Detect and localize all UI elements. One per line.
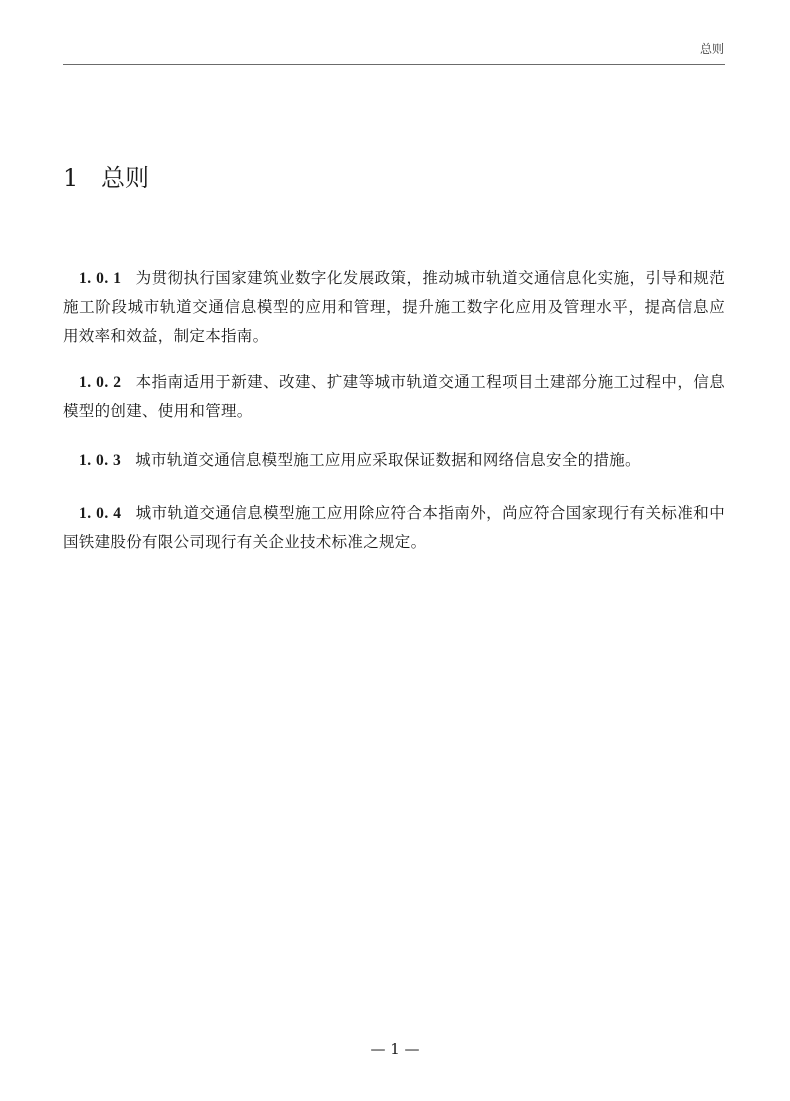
clause-1-0-1 (63, 264, 725, 351)
header-rule (63, 64, 725, 65)
clause-number: 1. 0. 3 (79, 452, 122, 469)
chapter-number: 1 (63, 164, 79, 192)
clause-1-0-3 (63, 446, 725, 475)
running-header-title: 总则 (699, 42, 724, 56)
clause-1-0-2 (63, 368, 725, 426)
clause-text: 城市轨道交通信息模型施工应用除应符合本指南外，尚应符合国家现行有关标准和中国铁建股份有限公司现行有关企业技术标准之规定。 (63, 504, 725, 551)
chapter-title: 总则 (101, 164, 149, 192)
clause-text: 城市轨道交通信息模型施工应用应采取保证数据和网络信息安全的措施。 (135, 451, 641, 469)
clause-number: 1. 0. 4 (79, 505, 122, 522)
chapter-heading (63, 162, 149, 194)
clause-text: 本指南适用于新建、改建、扩建等城市轨道交通工程项目土建部分施工过程中，信息模型的创建、使用和管理。 (63, 373, 725, 420)
clause-text: 为贯彻执行国家建筑业数字化发展政策，推动城市轨道交通信息化实施，引导和规范施工阶段城市轨道交通信息模型的应用和管理，提升施工数字化应用及管理水平，提高信息应用效率和效益，制定本指南。 (63, 269, 725, 345)
clause-1-0-4 (63, 499, 725, 557)
clause-number: 1. 0. 1 (79, 270, 122, 287)
page-number: — 1 — (370, 1040, 420, 1058)
clause-number: 1. 0. 2 (79, 374, 122, 391)
